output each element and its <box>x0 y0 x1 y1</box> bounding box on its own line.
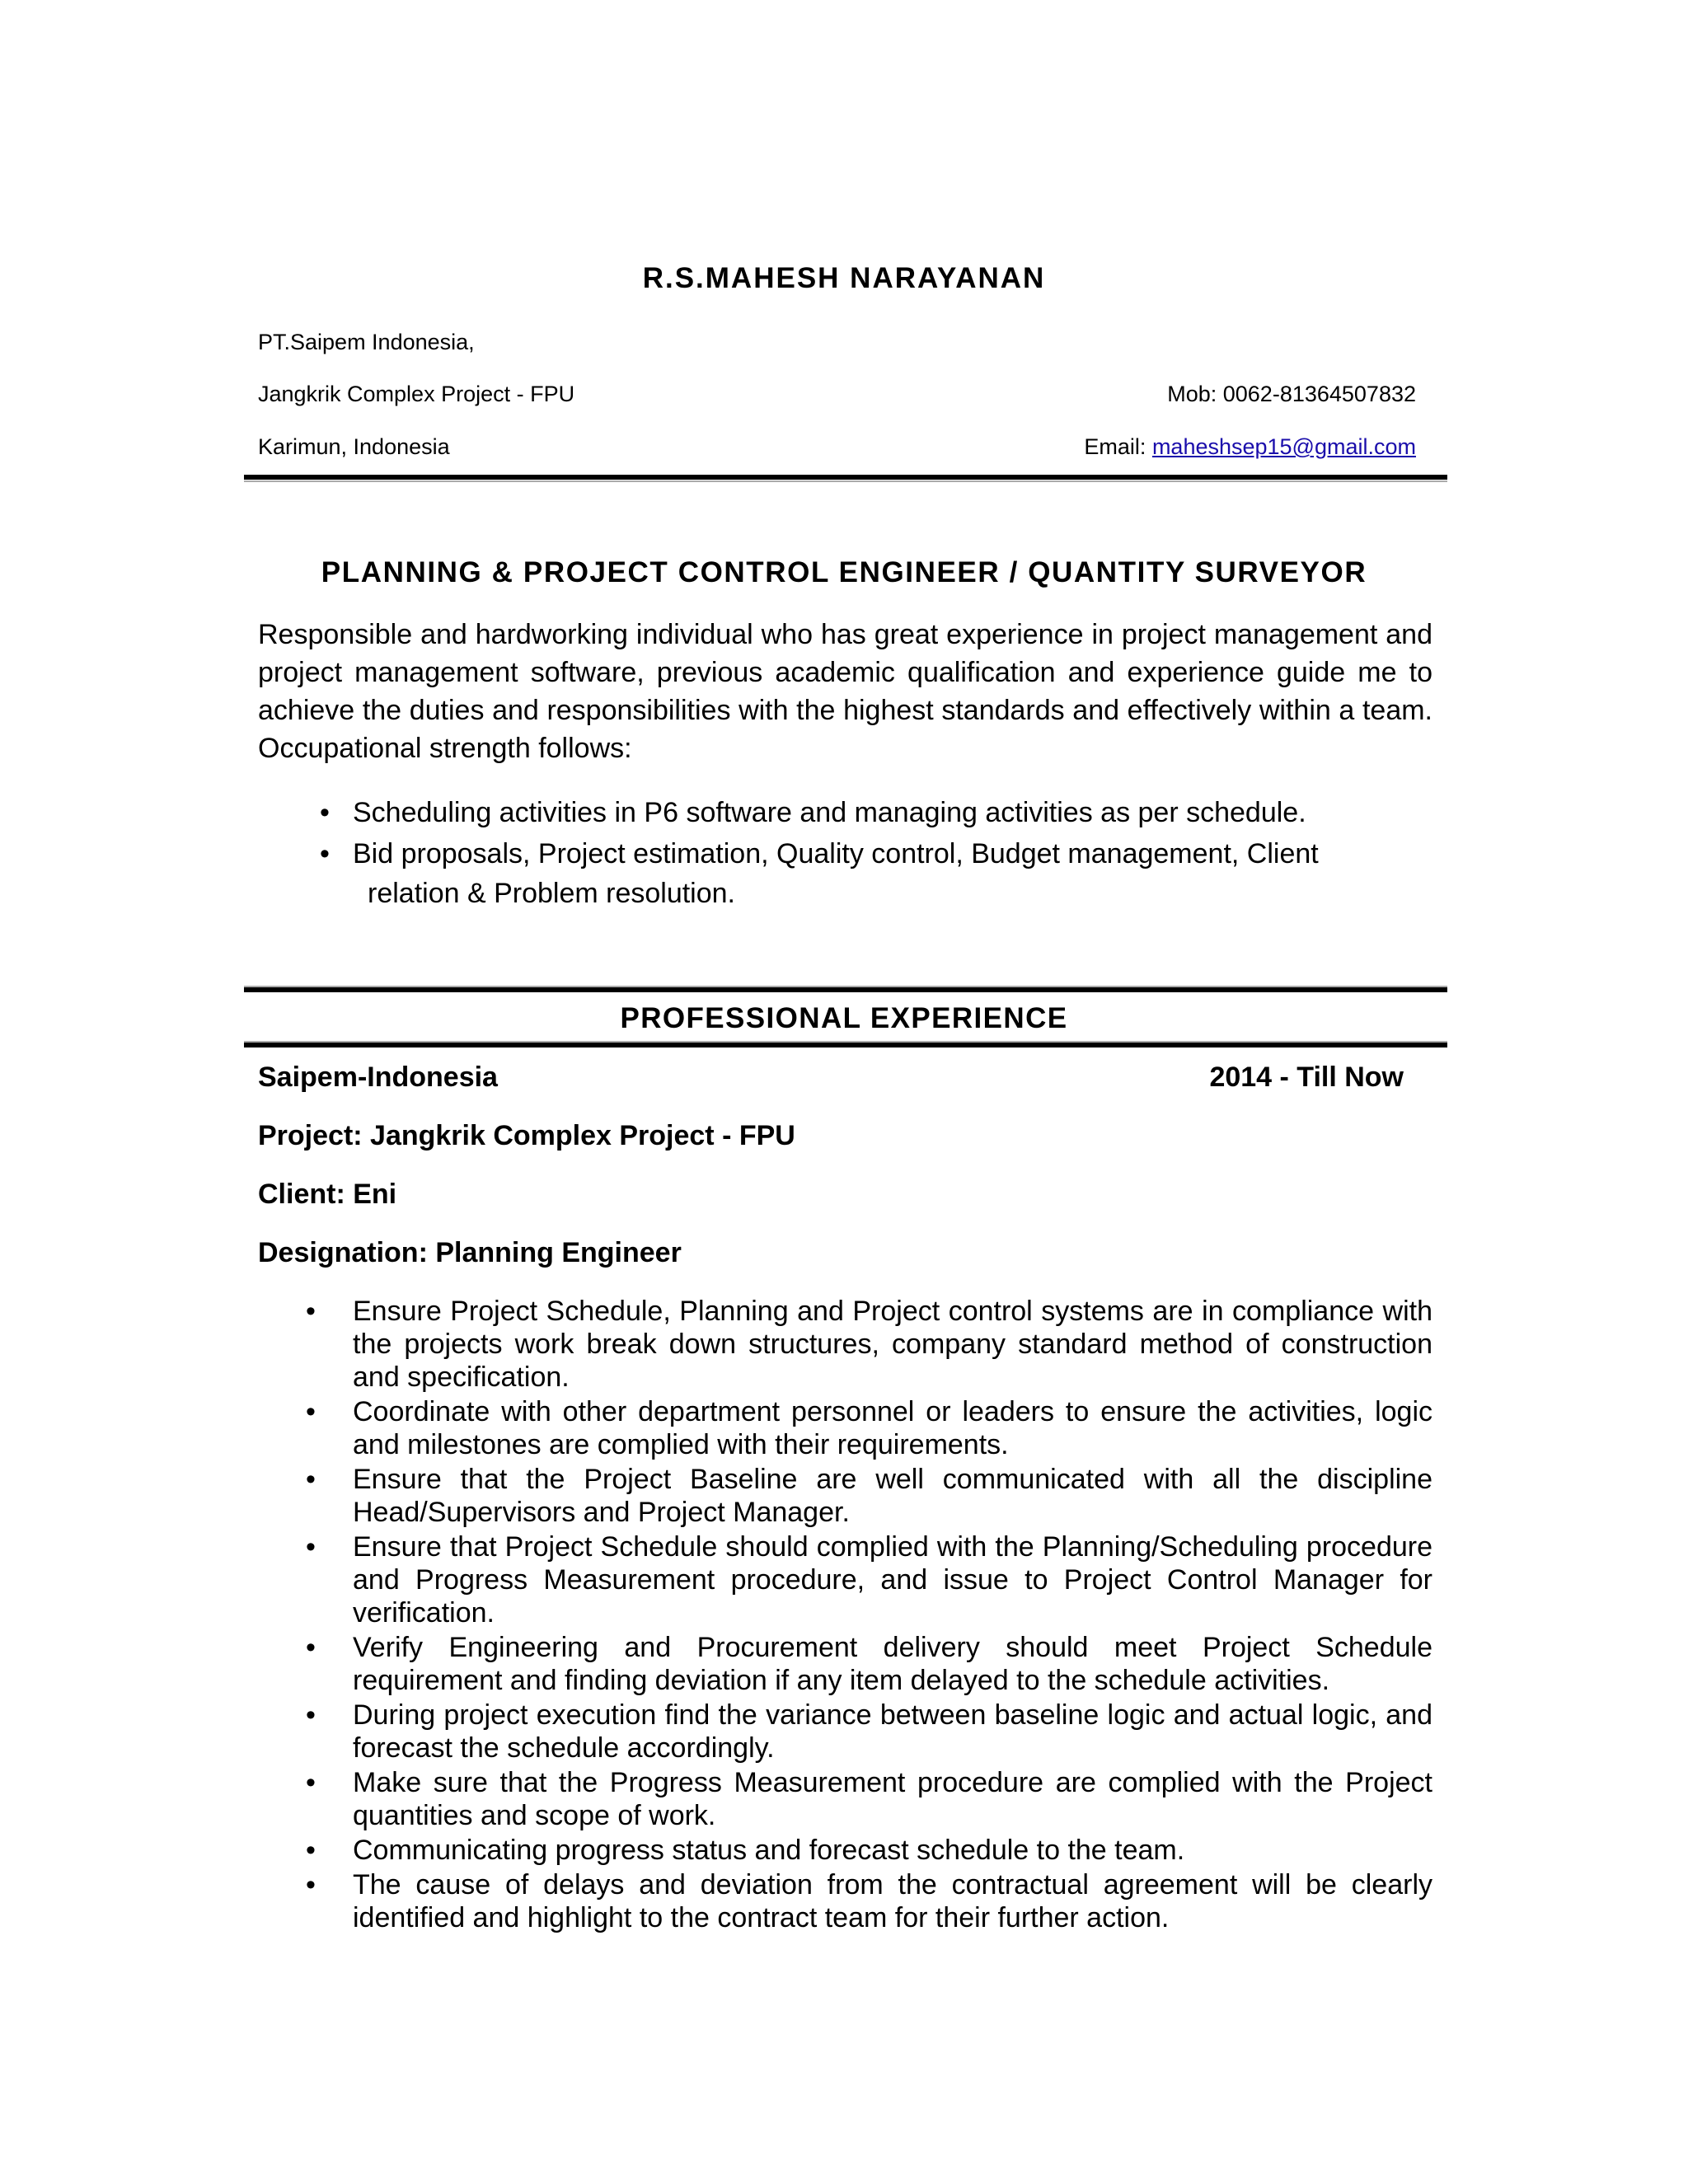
list-item <box>258 834 1432 913</box>
responsibility-text: Ensure that Project Schedule should complied with the Planning/Scheduling procedure and Progress Measurement procedure, and issue to Project Control Manager for verification. <box>353 1531 1432 1629</box>
responsibility-text: The cause of delays and deviation from the contractual agreement will be clearly identified and highlight to the contract team for their further action. <box>353 1869 1432 1933</box>
responsibility-text: Communicating progress status and forecast schedule to the team. <box>353 1835 1185 1866</box>
responsibility-text: Make sure that the Progress Measurement procedure are complied with the Project quantities and scope of work. <box>353 1767 1432 1831</box>
project-name: Project: Jangkrik Complex Project - FPU <box>258 1120 795 1151</box>
bullet-icon: • <box>306 1531 316 1563</box>
address-line-project: Jangkrik Complex Project - FPU <box>258 382 575 406</box>
strength-text-continued: relation & Problem resolution. <box>368 878 736 909</box>
employment-period: 2014 - Till Now <box>1209 1062 1404 1093</box>
company-name: Saipem-Indonesia <box>258 1062 498 1093</box>
list-item <box>258 1295 1432 1394</box>
list-item <box>258 793 1432 832</box>
list-item <box>258 1395 1432 1461</box>
experience-top-divider <box>244 985 1447 992</box>
bullet-icon: • <box>306 1767 316 1798</box>
designation: Designation: Planning Engineer <box>258 1237 682 1268</box>
list-item <box>258 1463 1432 1529</box>
strength-text: Scheduling activities in P6 software and managing activities as per schedule. <box>353 797 1306 828</box>
address-line-company: PT.Saipem Indonesia, <box>258 330 475 354</box>
bullet-icon: • <box>306 1296 316 1327</box>
resume-name: R.S.MAHESH NARAYANAN <box>642 262 1046 294</box>
bullet-icon: • <box>306 1869 316 1900</box>
mobile-number: Mob: 0062-81364507832 <box>1167 382 1416 406</box>
responsibility-text: Coordinate with other department personnel or leaders to ensure the activities, logic and milestones are complied with their requirements. <box>353 1396 1432 1460</box>
list-item <box>258 1834 1432 1867</box>
experience-title: PROFESSIONAL EXPERIENCE <box>620 1002 1068 1034</box>
list-item <box>258 1530 1432 1629</box>
list-item <box>258 1699 1432 1765</box>
objective-title: PLANNING & PROJECT CONTROL ENGINEER / QUANTITY SURVEYOR <box>321 556 1367 588</box>
objective-summary: Responsible and hardworking individual who has great experience in project management and project management software, previous academic qualification and experience guide me to achieve the duties and responsibilities with the highest standards and effectively within a team. Occupational strength follows: <box>258 619 1432 764</box>
email-label: Email: <box>1084 434 1152 459</box>
email-line <box>1084 434 1416 460</box>
strengths-list <box>258 793 1432 913</box>
responsibilities-list <box>258 1295 1432 1936</box>
bullet-icon: • <box>306 1835 316 1866</box>
list-item <box>258 1868 1432 1934</box>
list-item <box>258 1766 1432 1832</box>
bullet-icon: • <box>306 1396 316 1427</box>
bullet-icon: • <box>306 1632 316 1663</box>
client-name: Client: Eni <box>258 1179 397 1210</box>
list-item <box>258 1631 1432 1697</box>
bullet-icon: • <box>306 1464 316 1495</box>
responsibility-text: Ensure Project Schedule, Planning and Project control systems are in compliance with the projects work break down structures, company standard method of construction and specification. <box>353 1296 1432 1393</box>
bullet-icon: • <box>320 797 330 828</box>
responsibility-text: During project execution find the variance between baseline logic and actual logic, and forecast the schedule accordingly. <box>353 1699 1432 1764</box>
bullet-icon: • <box>306 1699 316 1731</box>
bullet-icon: • <box>320 838 330 869</box>
responsibility-text: Verify Engineering and Procurement delivery should meet Project Schedule requirement and finding deviation if any item delayed to the schedule activities. <box>353 1632 1432 1696</box>
responsibility-text: Ensure that the Project Baseline are well communicated with all the discipline Head/Supervisors and Project Manager. <box>353 1464 1432 1528</box>
address-line-location: Karimun, Indonesia <box>258 434 450 459</box>
experience-bottom-divider <box>244 1040 1447 1047</box>
email-link[interactable]: maheshsep15@gmail.com <box>1151 434 1416 459</box>
strength-text: Bid proposals, Project estimation, Quality control, Budget management, Client <box>353 838 1319 869</box>
header-divider <box>244 475 1447 482</box>
